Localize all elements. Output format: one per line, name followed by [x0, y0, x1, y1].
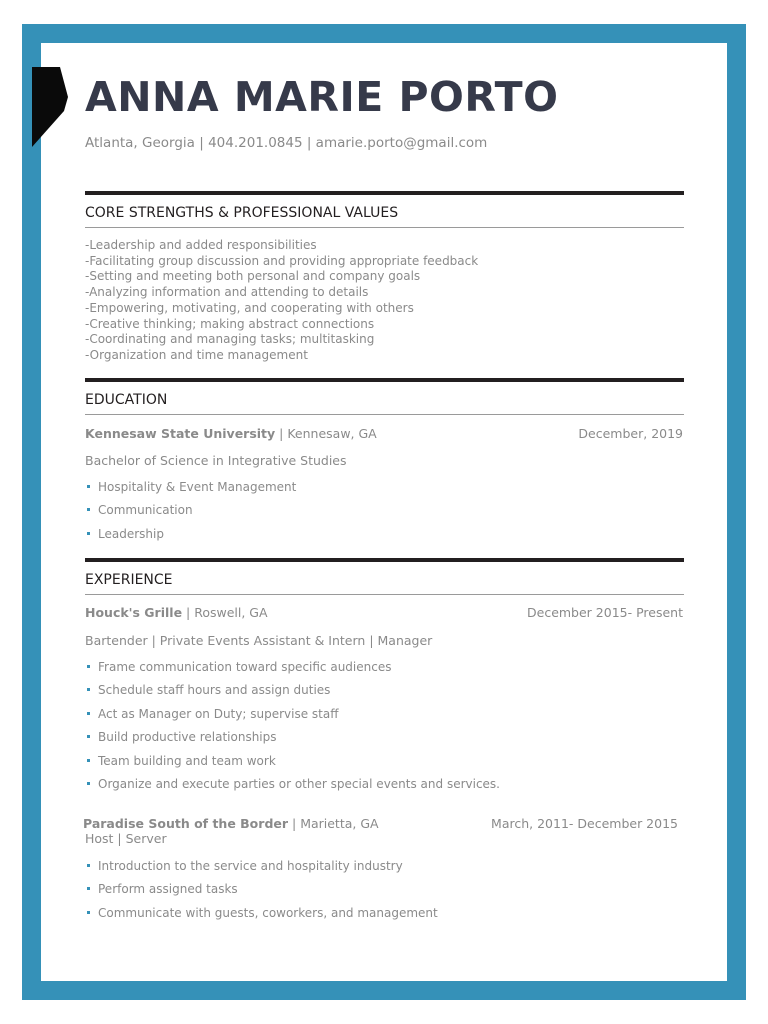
section-title: CORE STRENGTHS & PROFESSIONAL VALUES	[85, 205, 399, 221]
job-role: Host | Server	[85, 831, 167, 846]
bullet-icon	[87, 782, 90, 785]
list-item: Hospitality & Event Management	[87, 480, 296, 503]
bullet-icon	[87, 887, 90, 890]
list-item: Organize and execute parties or other special events and services.	[87, 777, 500, 800]
section-rule-thin	[85, 414, 684, 415]
core-item: -Setting and meeting both personal and company goals	[85, 269, 421, 284]
bullet-icon	[87, 508, 90, 511]
education-header	[85, 378, 684, 415]
employer-location: | Marietta, GA	[288, 816, 379, 831]
section-title: EDUCATION	[85, 392, 168, 408]
list-item: Perform assigned tasks	[87, 882, 438, 905]
core-item: -Facilitating group discussion and providing appropriate feedback	[85, 253, 479, 268]
bullet-icon	[87, 712, 90, 715]
job-bullets	[87, 660, 500, 800]
education-bullets	[87, 480, 296, 550]
section-rule-thick	[85, 558, 684, 562]
list-item: Frame communication toward specific audiences	[87, 660, 500, 683]
candidate-name: ANNA MARIE PORTO	[85, 73, 559, 121]
core-item: -Organization and time management	[85, 347, 308, 362]
job-employer-line	[85, 605, 268, 620]
degree: Bachelor of Science in Integrative Studies	[85, 453, 347, 468]
list-item: Schedule staff hours and assign duties	[87, 683, 500, 706]
school-name: Kennesaw State University	[85, 426, 276, 441]
employer-location: | Roswell, GA	[182, 605, 268, 620]
job-date: March, 2011- December 2015	[491, 816, 678, 831]
bullet-icon	[87, 864, 90, 867]
education-school-line	[85, 426, 377, 441]
list-item: Communication	[87, 503, 296, 526]
job-date: December 2015- Present	[527, 605, 683, 620]
core-item: -Leadership and added responsibilities	[85, 238, 317, 252]
job-role: Bartender | Private Events Assistant & Intern | Manager	[85, 633, 433, 648]
core-item: -Empowering, motivating, and cooperating with others	[85, 300, 414, 315]
contact-line: Atlanta, Georgia | 404.201.0845 | amarie.porto@gmail.com	[85, 135, 488, 151]
list-item: Build productive relationships	[87, 730, 500, 753]
core-strengths-header	[85, 191, 684, 228]
section-rule-thick	[85, 378, 684, 382]
list-item: Team building and team work	[87, 754, 500, 777]
section-rule-thin	[85, 227, 684, 228]
job-bullets	[87, 859, 438, 929]
core-item: -Coordinating and managing tasks; multitasking	[85, 332, 375, 347]
employer-name: Houck's Grille	[85, 605, 183, 620]
bullet-icon	[87, 485, 90, 488]
education-date: December, 2019	[578, 426, 683, 441]
section-rule-thick	[85, 191, 684, 195]
bookmark-flag-icon	[32, 67, 68, 147]
school-location: | Kennesaw, GA	[275, 426, 377, 441]
core-item: -Analyzing information and attending to details	[85, 285, 369, 300]
bullet-icon	[87, 532, 90, 535]
bullet-icon	[87, 735, 90, 738]
employer-name: Paradise South of the Border	[83, 816, 289, 831]
section-title: EXPERIENCE	[85, 572, 173, 588]
core-item: -Creative thinking; making abstract connections	[85, 316, 375, 331]
list-item: Introduction to the service and hospitality industry	[87, 859, 438, 882]
bullet-icon	[87, 911, 90, 914]
section-rule-thin	[85, 594, 684, 595]
bullet-icon	[87, 688, 90, 691]
core-strengths-list	[85, 238, 478, 364]
experience-header	[85, 558, 684, 595]
job-employer-line	[83, 816, 379, 831]
list-item: Leadership	[87, 527, 296, 550]
list-item: Act as Manager on Duty; supervise staff	[87, 707, 500, 730]
bullet-icon	[87, 759, 90, 762]
list-item: Communicate with guests, coworkers, and management	[87, 906, 438, 929]
bullet-icon	[87, 665, 90, 668]
